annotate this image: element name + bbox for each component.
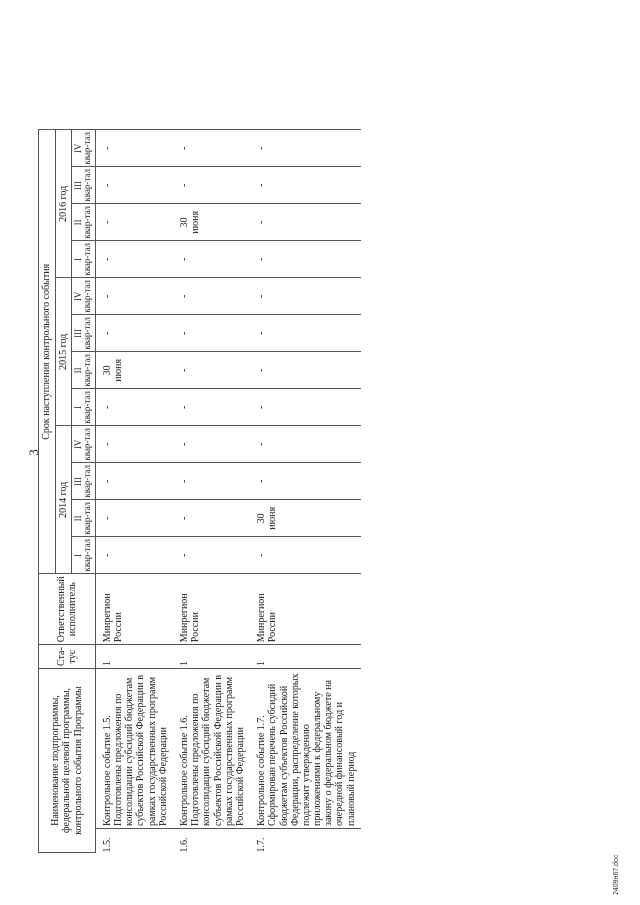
table-row bbox=[173, 130, 250, 853]
quarter-cell: - bbox=[95, 130, 173, 167]
quarter-numeral: III bbox=[73, 476, 83, 486]
quarter-header bbox=[72, 278, 96, 315]
page-number: 3 bbox=[26, 449, 41, 456]
quarter-cell: - bbox=[95, 500, 173, 537]
quarter-cell: - bbox=[250, 463, 361, 500]
quarter-cell: - bbox=[250, 241, 361, 278]
quarter-cell: - bbox=[250, 315, 361, 352]
quarter-header bbox=[72, 537, 96, 574]
quarter-cell: - bbox=[250, 352, 361, 389]
quarter-header bbox=[72, 352, 96, 389]
quarter-word: квар-тал bbox=[82, 243, 93, 276]
quarter-numeral: IV bbox=[73, 439, 83, 450]
quarter-cell: - bbox=[250, 389, 361, 426]
quarter-word: квар-тал bbox=[82, 354, 93, 387]
event-name: Контрольное событие 1.7. Сформирован перечень субсидий бюджетам субъектов Российской Федерации, распределение которых подлежит утверждению приложениями к федеральному закону о федеральном бюджете на очередной финансовый год и плановый период bbox=[250, 669, 361, 829]
quarter-numeral: II bbox=[73, 367, 83, 374]
quarter-cell: - bbox=[95, 389, 173, 426]
footer-filename: 2409н67.doc bbox=[613, 854, 620, 895]
quarter-numeral: III bbox=[73, 328, 83, 338]
row-number: 1.5. bbox=[95, 829, 173, 853]
header-name: Наименование подпрограммы, федеральной целевой программы, контрольного события Программы bbox=[39, 669, 96, 853]
quarter-numeral: I bbox=[73, 257, 83, 261]
quarter-header bbox=[72, 204, 96, 241]
row-number: 1.7. bbox=[250, 829, 361, 853]
quarter-cell: - bbox=[95, 315, 173, 352]
quarter-cell: 30 июня bbox=[95, 352, 173, 389]
quarter-header bbox=[72, 315, 96, 352]
quarter-cell: - bbox=[250, 204, 361, 241]
quarter-numeral: I bbox=[73, 405, 83, 409]
quarter-cell: - bbox=[173, 389, 250, 426]
quarter-cell: - bbox=[95, 167, 173, 204]
header-executor: Ответственный исполнитель bbox=[39, 574, 96, 645]
quarter-header bbox=[72, 426, 96, 463]
event-executor: Минрегион России bbox=[95, 574, 173, 645]
event-name: Контрольное событие 1.6. Подготовлены предложения по консолидации субсидий бюджетам субъектов Российской Федерации в рамках государственных программ Российской Федерации bbox=[173, 669, 250, 829]
event-status: 1 bbox=[95, 645, 173, 669]
row-number: 1.6. bbox=[173, 829, 250, 853]
quarter-cell: - bbox=[95, 241, 173, 278]
quarter-word: квар-тал bbox=[82, 391, 93, 424]
quarter-cell: - bbox=[95, 204, 173, 241]
quarter-header bbox=[72, 130, 96, 167]
quarter-header bbox=[72, 167, 96, 204]
quarter-word: квар-тал bbox=[82, 317, 93, 350]
header-year-2015: 2015 год bbox=[56, 278, 72, 426]
quarter-word: квар-тал bbox=[82, 502, 93, 535]
quarter-cell: - bbox=[250, 537, 361, 574]
quarter-header bbox=[72, 500, 96, 537]
quarter-header bbox=[72, 241, 96, 278]
quarter-word: квар-тал bbox=[82, 465, 93, 498]
quarter-cell: - bbox=[173, 167, 250, 204]
control-events-table bbox=[38, 129, 361, 853]
quarter-cell: - bbox=[173, 130, 250, 167]
quarter-numeral: II bbox=[73, 515, 83, 522]
quarter-cell: - bbox=[95, 537, 173, 574]
quarter-cell: - bbox=[173, 352, 250, 389]
event-status: 1 bbox=[173, 645, 250, 669]
quarter-numeral: IV bbox=[73, 291, 83, 302]
table-row bbox=[250, 130, 361, 853]
quarter-cell: - bbox=[250, 426, 361, 463]
event-status: 1 bbox=[250, 645, 361, 669]
header-year-2014: 2014 год bbox=[56, 426, 72, 574]
quarter-cell: - bbox=[173, 537, 250, 574]
header-year-2016: 2016 год bbox=[56, 130, 72, 278]
quarter-cell: - bbox=[95, 426, 173, 463]
header-status: Ста-тус bbox=[39, 645, 96, 669]
quarter-cell: - bbox=[173, 463, 250, 500]
event-executor: Минрегион России bbox=[173, 574, 250, 645]
quarter-header bbox=[72, 463, 96, 500]
quarter-cell: - bbox=[173, 500, 250, 537]
quarter-numeral: IV bbox=[73, 143, 83, 154]
quarter-cell: - bbox=[173, 315, 250, 352]
quarter-cell: - bbox=[250, 278, 361, 315]
quarter-word: квар-тал bbox=[82, 539, 93, 572]
quarter-cell: - bbox=[173, 241, 250, 278]
quarter-word: квар-тал bbox=[82, 206, 93, 239]
event-executor: Минрегион России bbox=[250, 574, 361, 645]
quarter-cell: - bbox=[250, 130, 361, 167]
quarter-word: квар-тал bbox=[82, 428, 93, 461]
quarter-numeral: I bbox=[73, 553, 83, 557]
event-name: Контрольное событие 1.5. Подготовлены предложения по консолидации субсидий бюджетам субъектов Российской Федерации в рамках государственных программ Российской Федерации bbox=[95, 669, 173, 829]
quarter-word: квар-тал bbox=[82, 280, 93, 313]
table-row bbox=[95, 130, 173, 853]
quarter-word: квар-тал bbox=[82, 132, 93, 165]
quarter-cell: - bbox=[173, 278, 250, 315]
quarter-word: квар-тал bbox=[82, 169, 93, 202]
quarter-cell: - bbox=[250, 167, 361, 204]
quarter-cell: 30 июня bbox=[250, 500, 361, 537]
quarter-cell: - bbox=[95, 278, 173, 315]
quarter-header bbox=[72, 389, 96, 426]
header-deadline: Срок наступления контрольного события bbox=[39, 130, 56, 574]
quarter-cell: - bbox=[95, 463, 173, 500]
quarter-numeral: II bbox=[73, 219, 83, 226]
quarter-cell: 30 июня bbox=[173, 204, 250, 241]
quarter-numeral: III bbox=[73, 180, 83, 190]
quarter-cell: - bbox=[173, 426, 250, 463]
